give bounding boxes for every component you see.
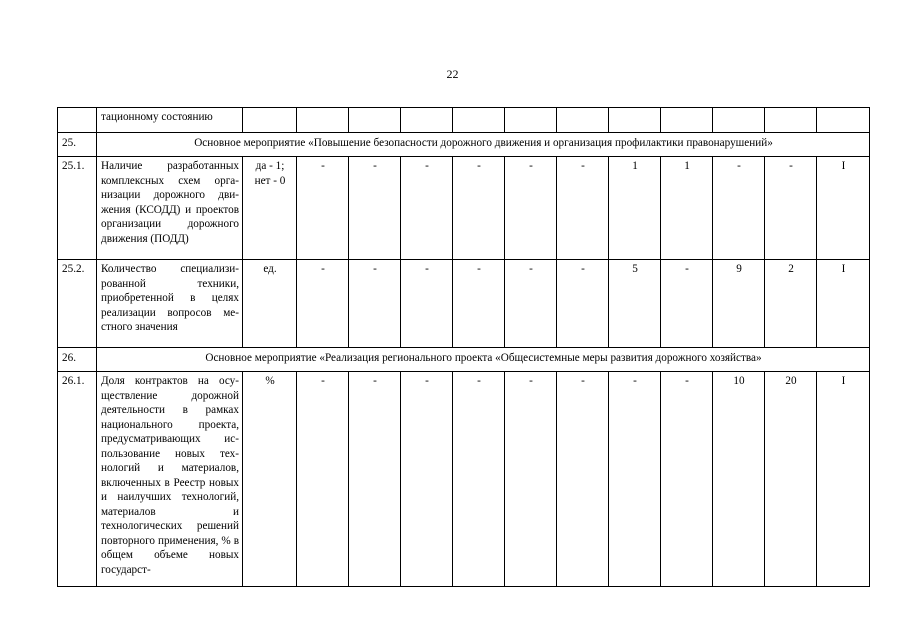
value-cell: - [401,260,453,348]
value-cell: - [401,157,453,260]
row-number: 25. [58,133,97,157]
value-cell: 2 [765,260,817,348]
table-row [58,260,870,348]
table-row [58,108,870,133]
value-cell: - [297,260,349,348]
unit-cell: ед. [243,260,297,348]
row-number: 26. [58,348,97,372]
value-cell [297,108,349,133]
value-cell: I [817,260,870,348]
value-cell: - [349,372,401,587]
table-row [58,157,870,260]
page-number: 22 [446,67,459,81]
value-cell: - [453,372,505,587]
value-cell: - [713,157,765,260]
value-cell: - [661,372,713,587]
value-cell [713,108,765,133]
value-cell: - [349,260,401,348]
value-cell: - [661,260,713,348]
section-title: Основное мероприятие «Реализация регионального проекта «Общесистемные меры развития дорожного хозяйства» [97,348,870,372]
value-cell: 1 [661,157,713,260]
indicators-table [57,107,870,587]
value-cell [765,108,817,133]
value-cell: I [817,372,870,587]
value-cell: - [609,372,661,587]
row-number: 25.1. [58,157,97,260]
value-cell: - [505,260,557,348]
indicator-name: тационному состоянию [97,108,243,133]
value-cell: - [765,157,817,260]
value-cell: 10 [713,372,765,587]
value-cell [453,108,505,133]
value-cell: 1 [609,157,661,260]
value-cell: - [297,372,349,587]
unit-cell: % [243,372,297,587]
value-cell [817,108,870,133]
value-cell: - [557,157,609,260]
row-number: 25.2. [58,260,97,348]
value-cell: - [349,157,401,260]
value-cell: 5 [609,260,661,348]
value-cell [401,108,453,133]
value-cell: - [297,157,349,260]
value-cell: - [557,260,609,348]
value-cell [505,108,557,133]
value-cell: I [817,157,870,260]
row-number: 26.1. [58,372,97,587]
unit-cell [243,108,297,133]
value-cell: 9 [713,260,765,348]
indicator-name: Доля контрактов на осуществление дорожной деятельности в рамках национального проекта, предусматривающих использование новых технологий и материалов, включенных в Реестр новых и наилучших технологий, материалов и технологических решений повторного применения, % в общем объеме новых государст- [97,372,243,587]
value-cell: 20 [765,372,817,587]
value-cell [557,108,609,133]
value-cell [609,108,661,133]
indicator-name: Наличие разработанных комплексных схем организации дорожного движения (КСОДД) и проектов организации дорожного движения (ПОДД) [97,157,243,260]
value-cell: - [557,372,609,587]
unit-cell: да - 1; нет - 0 [243,157,297,260]
value-cell: - [453,260,505,348]
row-number [58,108,97,133]
section-title: Основное мероприятие «Повышение безопасности дорожного движения и организация профилактики правонарушений» [97,133,870,157]
indicator-name: Количество специализированной техники, приобретенной в целях реализации вопросов местного значения [97,260,243,348]
table-row [58,372,870,587]
value-cell [349,108,401,133]
value-cell [661,108,713,133]
value-cell: - [453,157,505,260]
section-row [58,133,870,157]
value-cell: - [505,372,557,587]
value-cell: - [401,372,453,587]
section-row [58,348,870,372]
value-cell: - [505,157,557,260]
